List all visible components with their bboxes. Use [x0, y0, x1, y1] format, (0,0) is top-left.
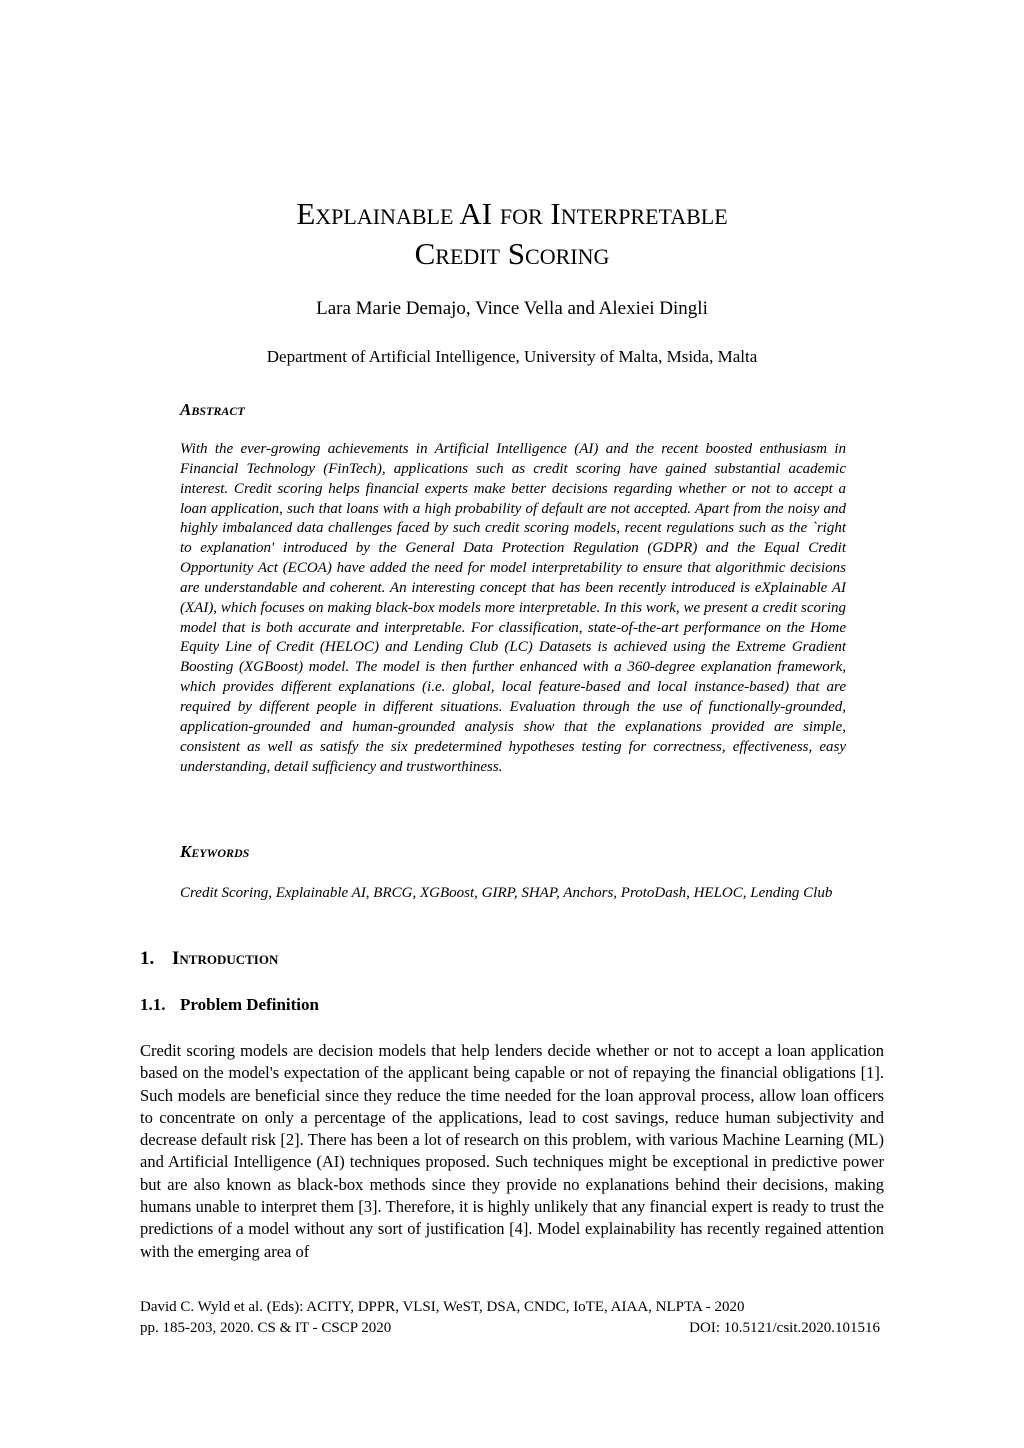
section-heading-introduction	[140, 946, 278, 972]
section-title: Introduction	[172, 948, 279, 969]
page-footer	[140, 1297, 880, 1339]
abstract-heading: Abstract	[180, 400, 245, 419]
affiliation: Department of Artificial Intelligence, University of Malta, Msida, Malta	[266, 347, 758, 366]
introduction-paragraph: Credit scoring models are decision models that help lenders decide whether or not to accept a loan application based on the model's expectation of the applicant being capable or not of repaying the financial obligations [1]. Such models are beneficial since they reduce the time needed for the loan approval process, allow loan officers to concentrate on only a percentage of the applications, lead to cost savings, reduce human subjectivity and decrease default risk [2]. There has been a lot of research on this problem, with various Machine Learning (ML) and Artificial Intelligence (AI) techniques proposed. Such techniques might be exceptional in predictive power but are also known as black-box methods since they provide no explanations behind their decisions, making humans unable to interpret them [3]. Therefore, it is highly unlikely that any financial expert is ready to trust the predictions of a model without any sort of justification [4]. Model explainability has recently regained attention with the emerging area of	[140, 1041, 884, 1261]
keywords-heading: Keywords	[180, 842, 250, 861]
abstract-text: With the ever-growing achievements in Artificial Intelligence (AI) and the recent boosted enthusiasm in Financial Technology (FinTech), applications such as credit scoring have gained substantial academic interest. Credit scoring helps financial experts make better decisions regarding whether or not to accept a loan application, such that loans with a high probability of default are not accepted. Apart from the noisy and highly imbalanced data challenges faced by such credit scoring models, recent regulations such as the `right to explanation' introduced by the General Data Protection Regulation (GDPR) and the Equal Credit Opportunity Act (ECOA) have added the need for model interpretability to ensure that algorithmic decisions are understandable and coherent. An interesting concept that has been recently introduced is eXplainable AI (XAI), which focuses on making black-box models more interpretable. In this work, we present a credit scoring model that is both accurate and interpretable. For classification, state-of-the-art performance on the Home Equity Line of Credit (HELOC) and Lending Club (LC) Datasets is achieved using the Extreme Gradient Boosting (XGBoost) model. The model is then further enhanced with a 360-degree explanation framework, which provides different explanations (i.e. global, local feature-based and local instance-based) that are required by different people in different situations. Evaluation through the use of functionally-grounded, application-grounded and human-grounded analysis show that the explanations provided are simple, consistent as well as satisfy the six predetermined hypotheses testing for correctness, effectiveness, easy understanding, detail sufficiency and trustworthiness.	[180, 441, 846, 775]
subsection-number: 1.1.	[140, 995, 166, 1014]
footer-doi: DOI: 10.5121/csit.2020.101516	[689, 1320, 880, 1336]
paper-title	[140, 194, 884, 274]
footer-pages: pp. 185-203, 2020. CS & IT - CSCP 2020	[140, 1320, 392, 1336]
subsection-heading-problem-definition	[140, 993, 319, 1017]
title-line-1: Explainable AI for Interpretable	[296, 196, 728, 231]
subsection-title: Problem Definition	[180, 995, 319, 1014]
title-line-2: Credit Scoring	[414, 236, 610, 271]
footer-row	[140, 1318, 880, 1339]
section-number: 1.	[140, 948, 155, 969]
authors: Lara Marie Demajo, Vince Vella and Alexiei Dingli	[316, 298, 708, 319]
keywords-text: Credit Scoring, Explainable AI, BRCG, XGBoost, GIRP, SHAP, Anchors, ProtoDash, HELOC, Lending Club	[180, 885, 833, 901]
footer-proceedings: David C. Wyld et al. (Eds): ACITY, DPPR, VLSI, WeST, DSA, CNDC, IoTE, AIAA, NLPTA - 2020	[140, 1299, 745, 1315]
